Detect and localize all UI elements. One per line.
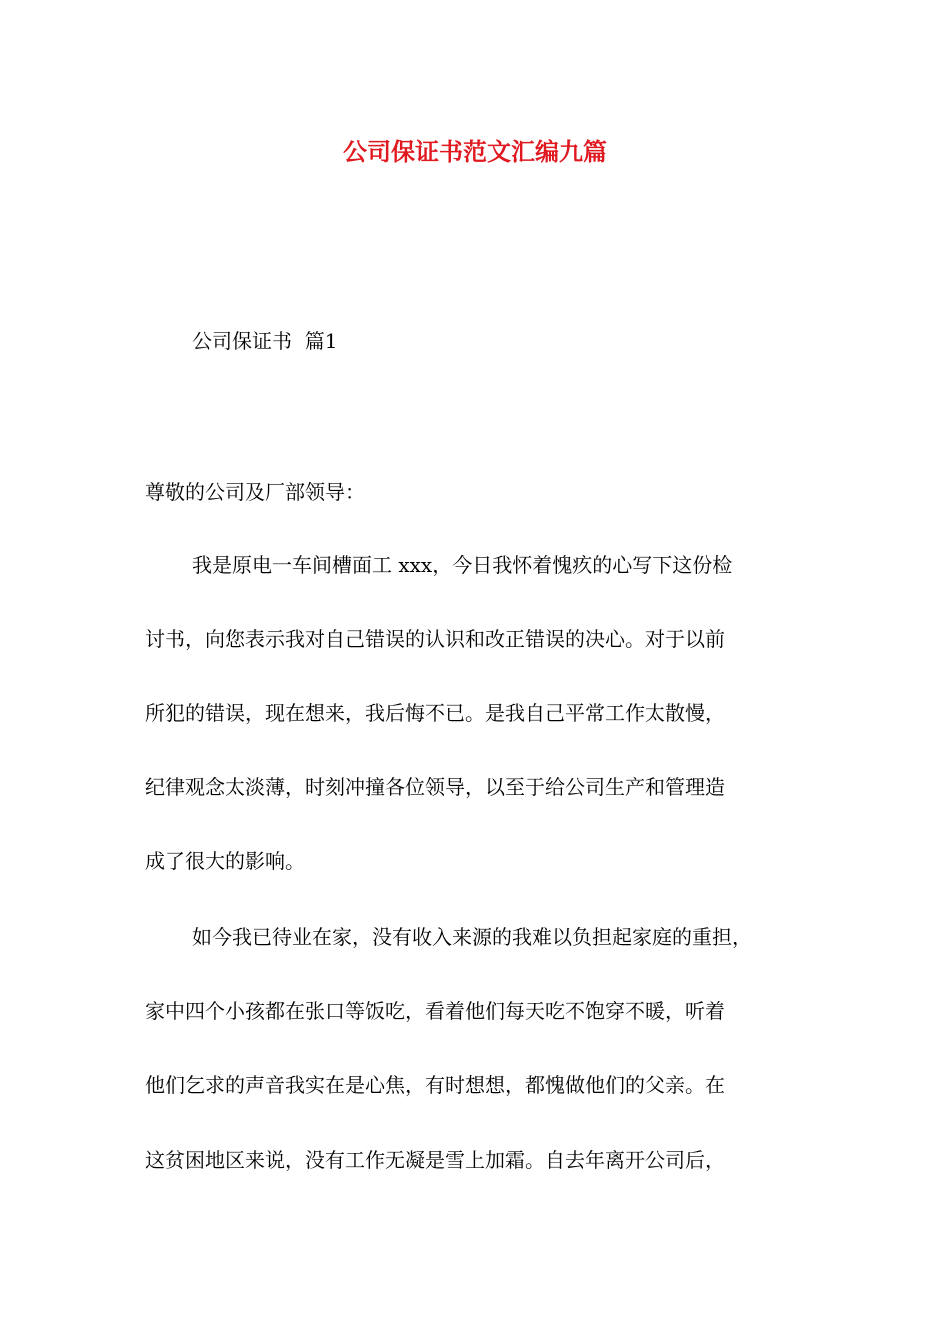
- body-line: 我是原电一车间槽面工 xxx，今日我怀着愧疚的心写下这份检: [192, 553, 733, 577]
- body-line: 家中四个小孩都在张口等饭吃，看着他们每天吃不饱穿不暖，听着: [145, 999, 725, 1023]
- body-line: 如今我已待业在家，没有收入来源的我难以负担起家庭的重担，: [192, 925, 752, 949]
- body-line: 所犯的错误，现在想来，我后悔不已。是我自己平常工作太散慢，: [145, 701, 725, 725]
- salutation: 尊敬的公司及厂部领导：: [145, 480, 365, 504]
- body-line: 成了很大的影响。: [145, 849, 305, 873]
- document-title: 公司保证书范文汇编九篇: [343, 138, 607, 166]
- body-line: 讨书，向您表示我对自己错误的认识和改正错误的决心。对于以前: [145, 627, 725, 651]
- body-line: 纪律观念太淡薄，时刻冲撞各位领导，以至于给公司生产和管理造: [145, 775, 725, 799]
- section-heading: 公司保证书 篇1: [192, 329, 338, 353]
- body-line: 他们乞求的声音我实在是心焦，有时想想，都愧做他们的父亲。在: [145, 1073, 725, 1097]
- body-line: 这贫困地区来说，没有工作无凝是雪上加霜。自去年离开公司后，: [145, 1148, 725, 1172]
